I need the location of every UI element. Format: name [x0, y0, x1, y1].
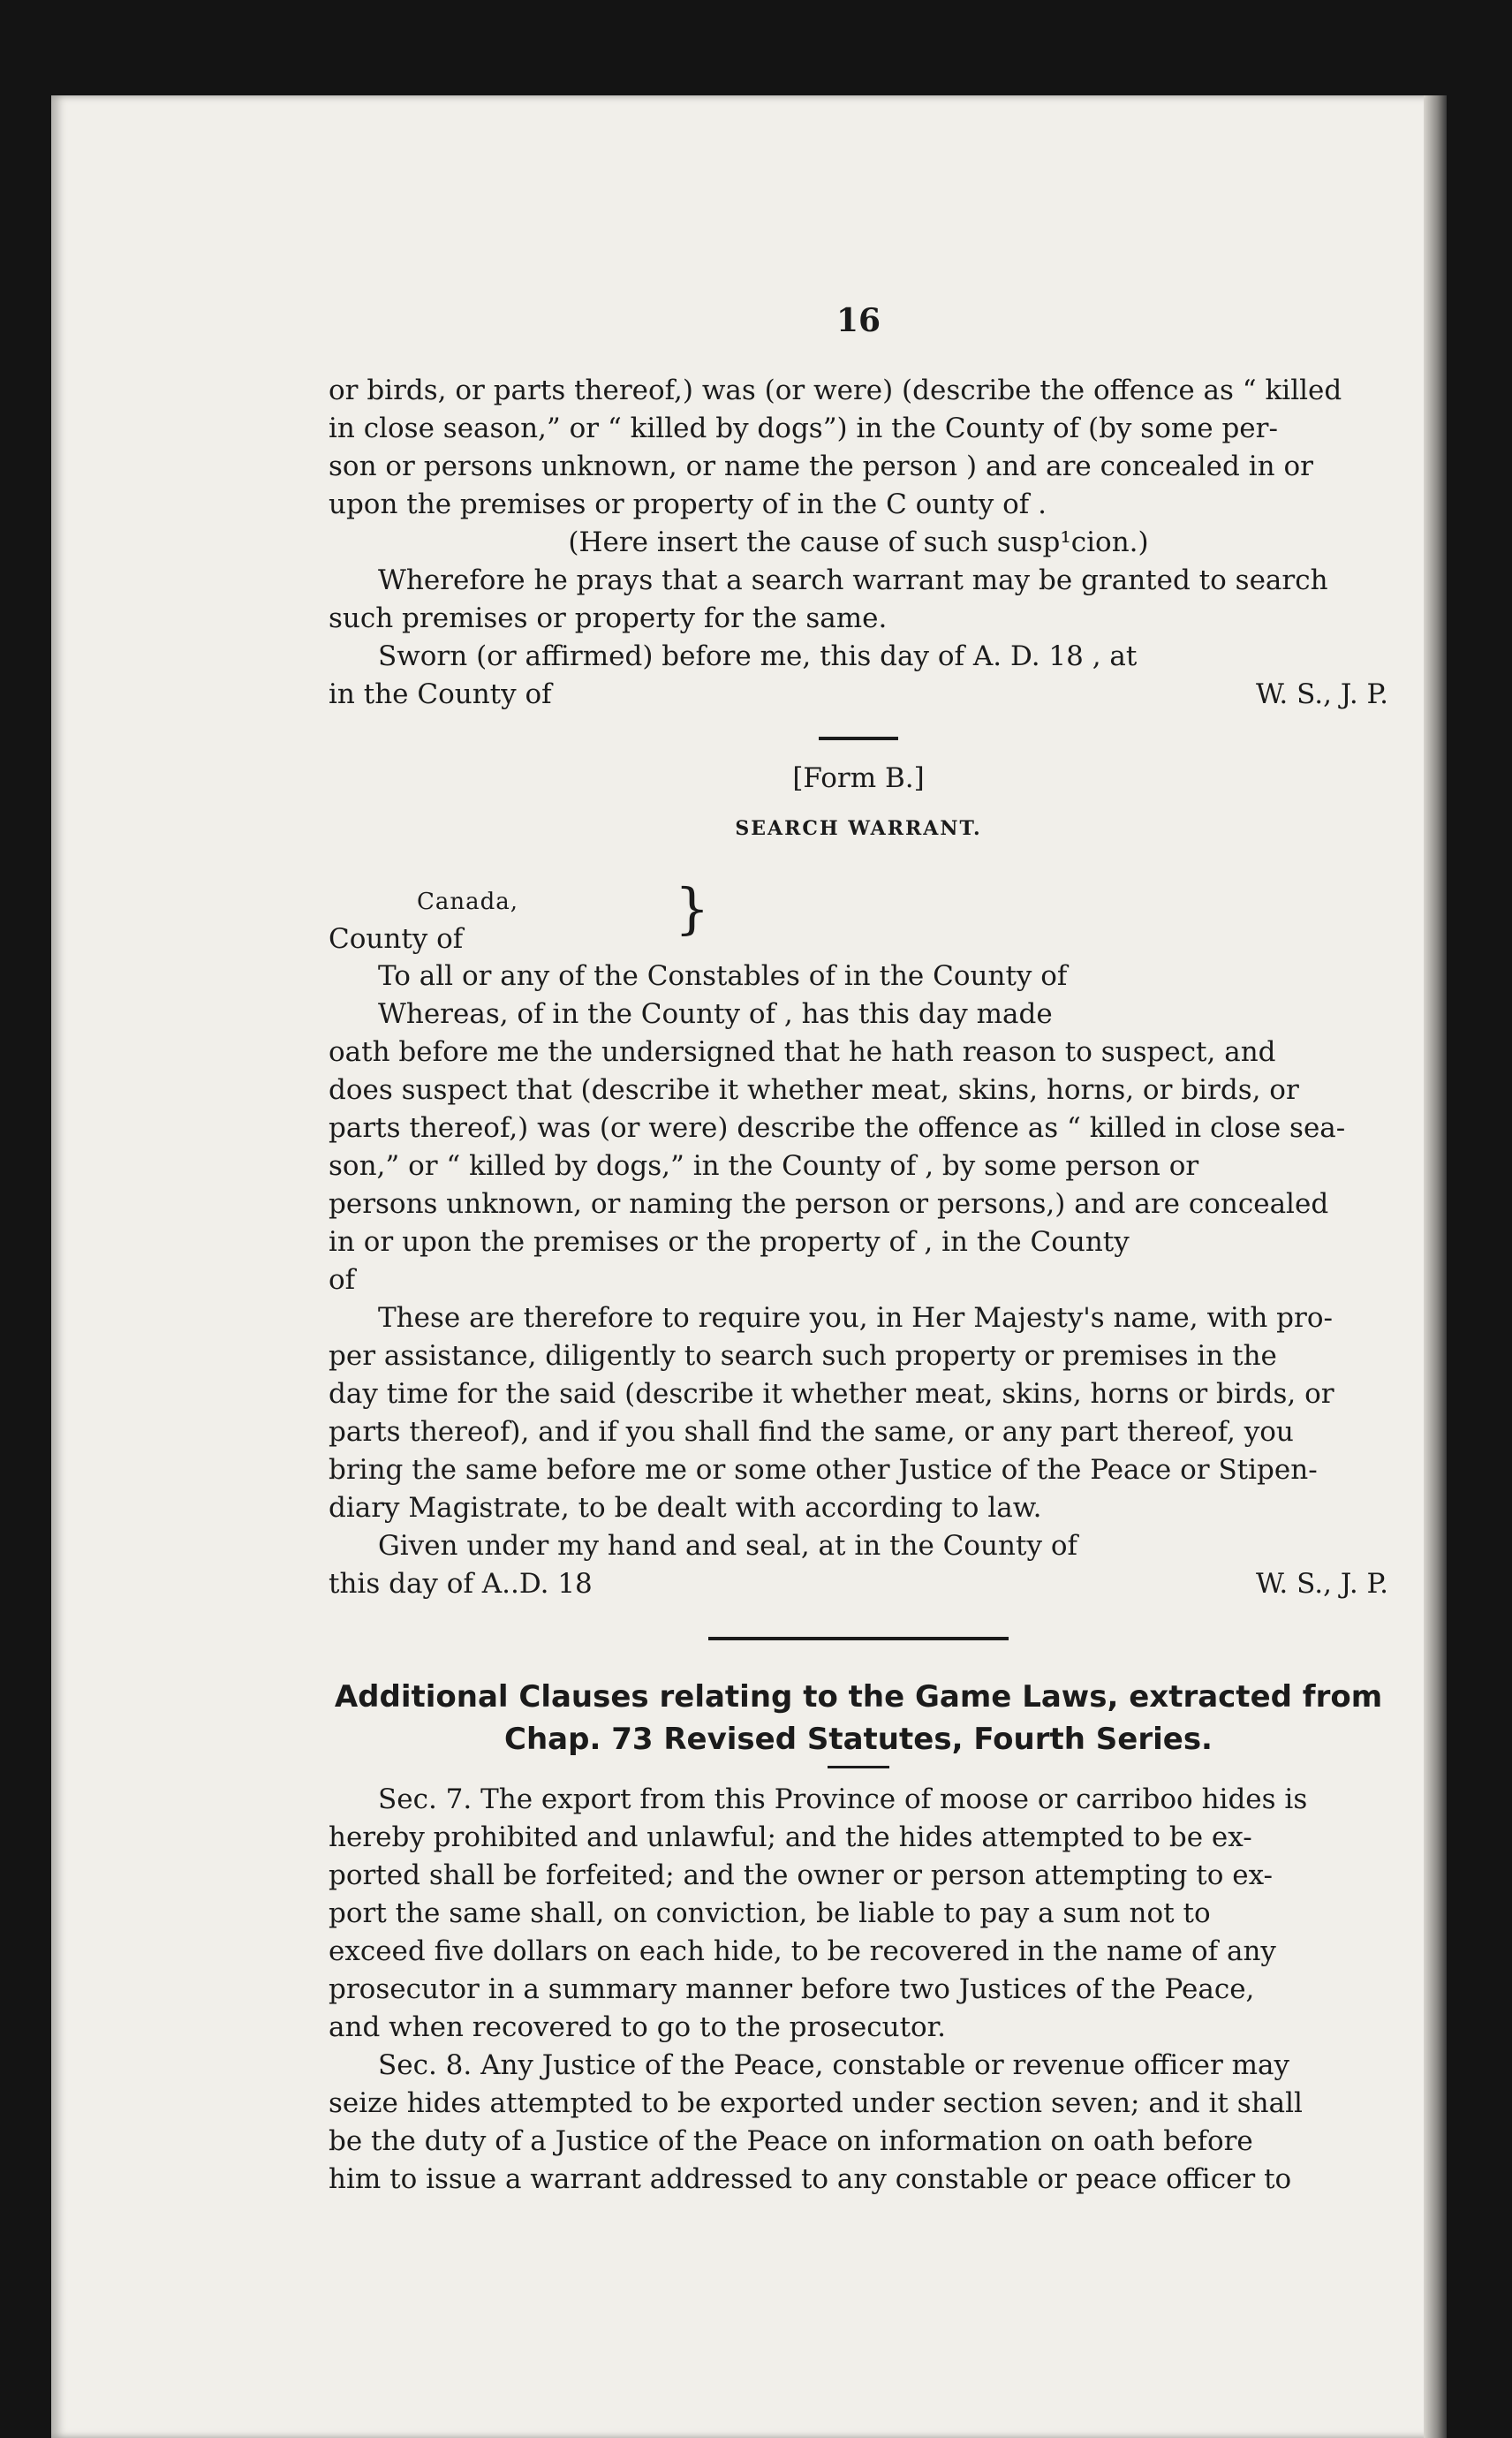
heading-line: Chap. 73 Revised Statutes, Fourth Series. [504, 1722, 1213, 1757]
signature-row [329, 676, 1388, 714]
text-line: prosecutor in a summary manner before two Justices of the Peace, [329, 1973, 1255, 2005]
section-heading [329, 1676, 1388, 1760]
text-line: ported shall be forfeited; and the owner or person attempting to ex- [329, 1859, 1273, 1891]
warrant-body [329, 958, 1388, 1603]
text-line: and when recovered to go to the prosecutor. [329, 2011, 946, 2043]
text-line: or birds, or parts thereof,) was (or were) (describe the offence as “ killed [329, 375, 1342, 406]
text-line: in close season,” or “ killed by dogs”) in the County of (by some per- [329, 413, 1278, 444]
prayer-paragraph [329, 562, 1388, 638]
caption-brace: } [675, 876, 710, 941]
text-line: son,” or “ killed by dogs,” in the County of , by some person or [329, 1150, 1199, 1182]
divider [828, 1766, 889, 1768]
page-content [329, 196, 1388, 2199]
text-line: such premises or property for the same. [329, 602, 888, 634]
text-line: parts thereof,) was (or were) describe the offence as “ killed in close sea- [329, 1112, 1346, 1144]
text-line: upon the premises or property of in the C ounty of . [329, 488, 1047, 520]
text-line: diary Magistrate, to be dealt with according to law. [329, 1492, 1042, 1524]
sworn-block [329, 638, 1388, 714]
text-line: port the same shall, on conviction, be liable to pay a sum not to [329, 1897, 1211, 1929]
text-line: him to issue a warrant addressed to any constable or peace officer to [329, 2163, 1292, 2195]
text-line: hereby prohibited and unlawful; and the hides attempted to be ex- [329, 1821, 1252, 1853]
heading-line: Additional Clauses relating to the Game Laws, extracted from [334, 1679, 1383, 1715]
text-line: Given under my hand and seal, at in the County of [378, 1530, 1077, 1562]
text-line: (Here insert the cause of such susp¹cion.) [568, 526, 1149, 558]
text-line: seize hides attempted to be exported under section seven; and it shall [329, 2087, 1303, 2119]
text-line: To all or any of the Constables of in the County of [378, 960, 1068, 992]
signature-row [329, 1565, 1388, 1603]
signature: W. S., J. P. [1255, 678, 1388, 710]
text-line: Sec. 8. Any Justice of the Peace, constable or revenue officer may [378, 2049, 1290, 2081]
text-line: Wherefore he prays that a search warrant may be granted to search [378, 564, 1328, 596]
form-label: [Form B.] [792, 762, 925, 794]
text-line: son or persons unknown, or name the person ) and are concealed in or [329, 450, 1313, 482]
caption-county: County of [329, 923, 464, 955]
section-7 [329, 1781, 1388, 2047]
text-line: exceed five dollars on each hide, to be recovered in the name of any [329, 1935, 1276, 1967]
text-line: oath before me the undersigned that he hath reason to suspect, and [329, 1036, 1276, 1068]
text-line: Sworn (or affirmed) before me, this day of A. D. 18 , at [378, 640, 1138, 672]
text-line: day time for the said (describe it whether meat, skins, horns or birds, or [329, 1378, 1334, 1410]
text-line: These are therefore to require you, in Her Majesty's name, with pro- [378, 1302, 1333, 1334]
text-line: this day of A..D. 18 [329, 1568, 593, 1600]
divider [708, 1637, 1009, 1640]
text-line: persons unknown, or naming the person or persons,) and are concealed [329, 1188, 1329, 1220]
section-8 [329, 2047, 1388, 2199]
caption-canada: Canada, [417, 889, 519, 915]
page-number: 16 [835, 302, 881, 339]
text-line: in the County of [329, 678, 552, 710]
form-title: SEARCH WARRANT. [735, 817, 982, 840]
text-line: Sec. 7. The export from this Province of moose or carriboo hides is [378, 1783, 1308, 1815]
venue-caption [329, 876, 1388, 958]
text-line: bring the same before me or some other Justice of the Peace or Stipen- [329, 1454, 1318, 1486]
page-edge [1424, 95, 1447, 2438]
text-line: of [329, 1264, 356, 1296]
text-line: parts thereof), and if you shall find the same, or any part thereof, you [329, 1416, 1294, 1448]
text-line: in or upon the premises or the property of , in the County [329, 1226, 1130, 1258]
text-line: Whereas, of in the County of , has this day made [378, 998, 1053, 1030]
text-line: be the duty of a Justice of the Peace on information on oath before [329, 2125, 1253, 2157]
text-line: per assistance, diligently to search such property or premises in the [329, 1340, 1277, 1372]
text-line: does suspect that (describe it whether meat, skins, horns, or birds, or [329, 1074, 1299, 1106]
signature: W. S., J. P. [1255, 1568, 1388, 1600]
divider [819, 737, 898, 740]
affidavit-paragraph [329, 372, 1388, 562]
